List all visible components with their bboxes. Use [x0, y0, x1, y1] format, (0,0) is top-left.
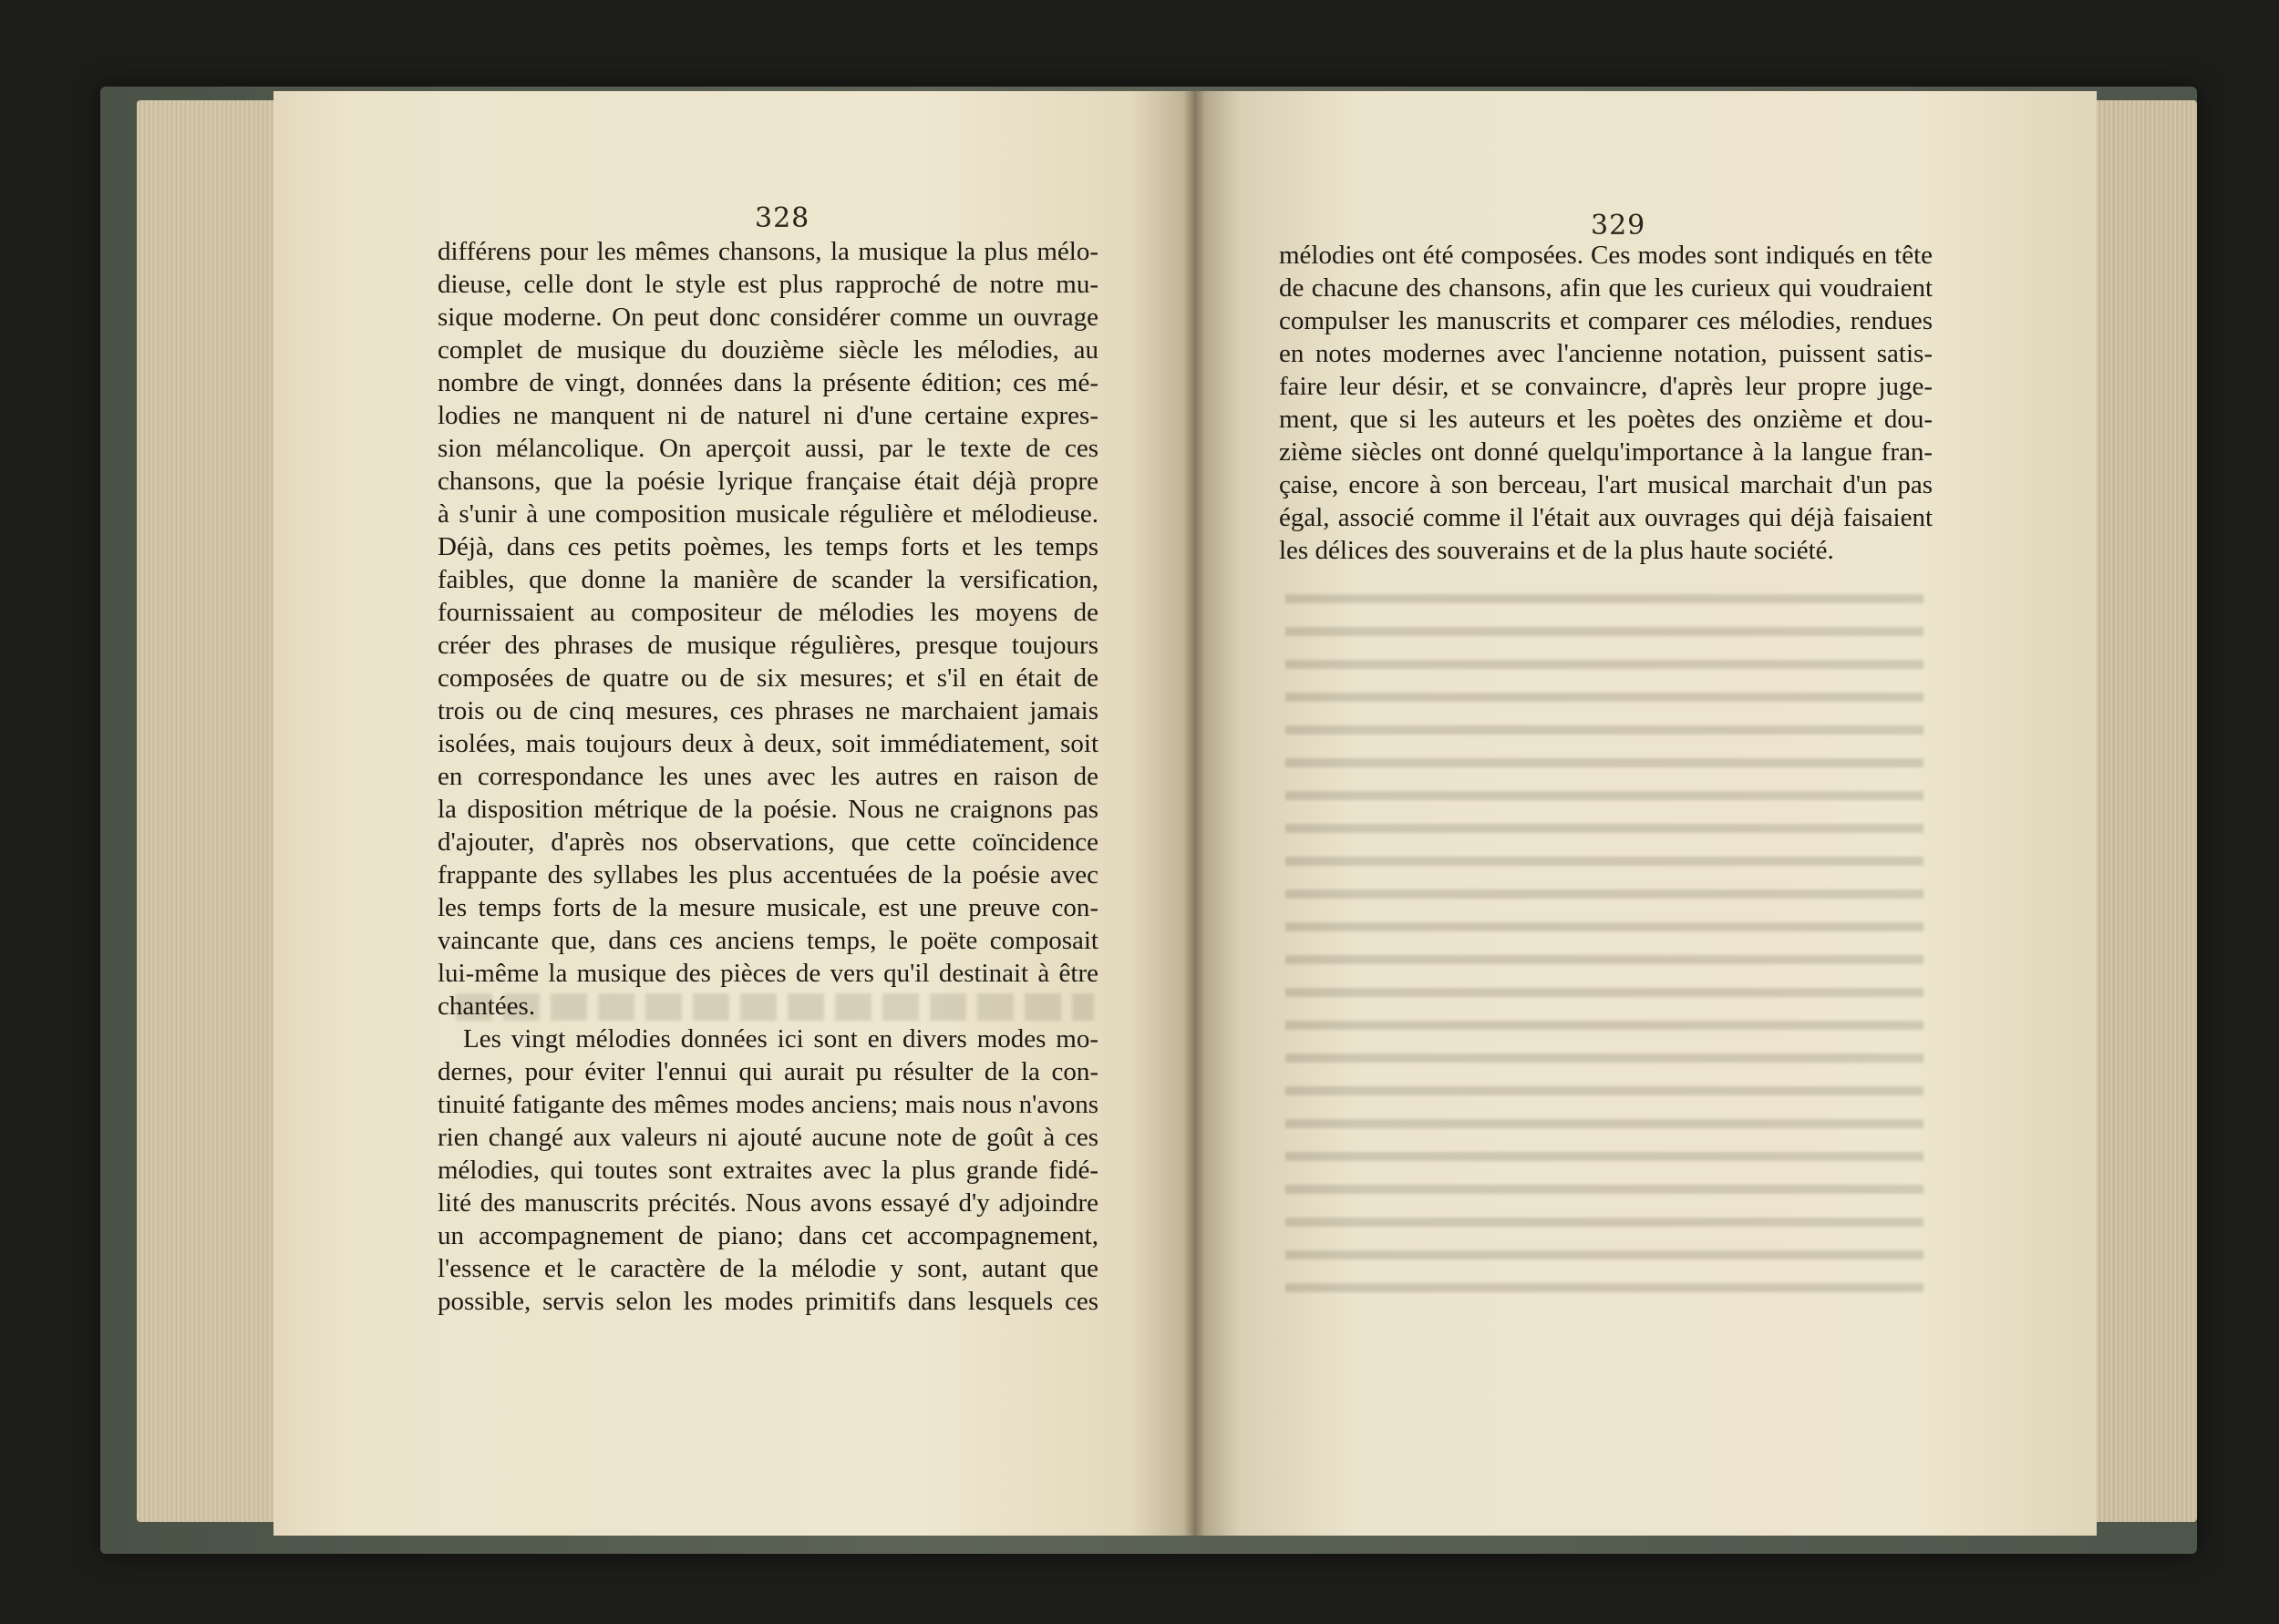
- page-number-left: 328: [755, 202, 810, 234]
- text-line: isolées, mais toujours deux à deux, soit immédiatement, soit: [438, 729, 1098, 758]
- text-line: créer des phrases de musique régulières, presque toujours: [438, 631, 1098, 660]
- book-gutter: [1183, 91, 1205, 1536]
- text-line: Les vingt mélodies données ici sont en divers modes mo-: [463, 1024, 1098, 1054]
- text-line: différens pour les mêmes chansons, la musique la plus mélo-: [438, 237, 1098, 266]
- text-line: de chacune des chansons, afin que les curieux qui voudraient: [1279, 273, 1933, 303]
- text-line: égal, associé comme il l'était aux ouvrages qui déjà faisaient: [1279, 503, 1933, 532]
- text-line: la disposition métrique de la poésie. Nous ne craignons pas: [438, 795, 1098, 824]
- text-line: en notes modernes avec l'ancienne notation, puissent satis-: [1279, 339, 1933, 368]
- text-line: nombre de vingt, données dans la présente édition; ces mé-: [438, 368, 1098, 397]
- text-line: tinuité fatigante des mêmes modes anciens; mais nous n'avons: [438, 1090, 1098, 1119]
- text-line: trois ou de cinq mesures, ces phrases ne marchaient jamais: [438, 696, 1098, 725]
- text-line: sique moderne. On peut donc considérer comme un ouvrage: [438, 303, 1098, 332]
- page-number-right: 329: [1591, 210, 1646, 242]
- right-page-text: [1279, 239, 1933, 567]
- text-line: à s'unir à une composition musicale régulière et mélodieuse.: [438, 499, 1098, 529]
- text-line: rien changé aux valeurs ni ajouté aucune note de goût à ces: [438, 1123, 1098, 1152]
- text-line: vaincante que, dans ces anciens temps, le poëte composait: [438, 926, 1098, 955]
- text-line: zième siècles ont donné quelqu'importance à la langue fran-: [1279, 437, 1933, 467]
- text-line: un accompagnement de piano; dans cet accompagnement,: [438, 1221, 1098, 1250]
- bleed-through-text: [1285, 583, 1923, 1312]
- left-page-text: [438, 235, 1098, 1318]
- text-line: sion mélancolique. On aperçoit aussi, par le texte de ces: [438, 434, 1098, 463]
- text-line: frappante des syllabes les plus accentuées de la poésie avec: [438, 860, 1098, 889]
- text-line: chansons, que la poésie lyrique française était déjà propre: [438, 467, 1098, 496]
- text-line: en correspondance les unes avec les autres en raison de: [438, 762, 1098, 791]
- text-line: faibles, que donne la manière de scander la versification,: [438, 565, 1098, 594]
- text-line: complet de musique du douzième siècle les mélodies, au: [438, 335, 1098, 365]
- text-line: faire leur désir, et se convaincre, d'après leur propre juge-: [1279, 372, 1933, 401]
- text-line: dieuse, celle dont le style est plus rapproché de notre mu-: [438, 270, 1098, 299]
- text-line: lité des manuscrits précités. Nous avons essayé d'y adjoindre: [438, 1188, 1098, 1218]
- text-line: lodies ne manquent ni de naturel ni d'une certaine expres-: [438, 401, 1098, 430]
- text-line: Déjà, dans ces petits poèmes, les temps forts et les temps: [438, 532, 1098, 561]
- text-line: composées de quatre ou de six mesures; et s'il en était de: [438, 663, 1098, 693]
- text-line: d'ajouter, d'après nos observations, que cette coïncidence: [438, 827, 1098, 857]
- text-line: dernes, pour éviter l'ennui qui aurait pu résulter de la con-: [438, 1057, 1098, 1086]
- text-line: compulser les manuscrits et comparer ces mélodies, rendues: [1279, 306, 1933, 335]
- text-line: mélodies ont été composées. Ces modes sont indiqués en tête: [1279, 241, 1933, 270]
- text-line: ment, que si les auteurs et les poètes des onzième et dou-: [1279, 405, 1933, 434]
- text-line: l'essence et le caractère de la mélodie y sont, autant que: [438, 1254, 1098, 1283]
- text-line: fournissaient au compositeur de mélodies les moyens de: [438, 598, 1098, 627]
- page-edges-left: [137, 100, 292, 1522]
- text-line: chantées.: [438, 992, 536, 1021]
- text-line: mélodies, qui toutes sont extraites avec la plus grande fidé-: [438, 1156, 1098, 1185]
- text-line: les temps forts de la mesure musicale, est une preuve con-: [438, 893, 1098, 922]
- text-line: possible, servis selon les modes primitifs dans lesquels ces: [438, 1287, 1098, 1316]
- text-line: les délices des souverains et de la plus haute société.: [1279, 536, 1834, 565]
- text-line: çaise, encore à son berceau, l'art musical marchait d'un pas: [1279, 470, 1933, 499]
- text-line: lui-même la musique des pièces de vers qu'il destinait à être: [438, 959, 1098, 988]
